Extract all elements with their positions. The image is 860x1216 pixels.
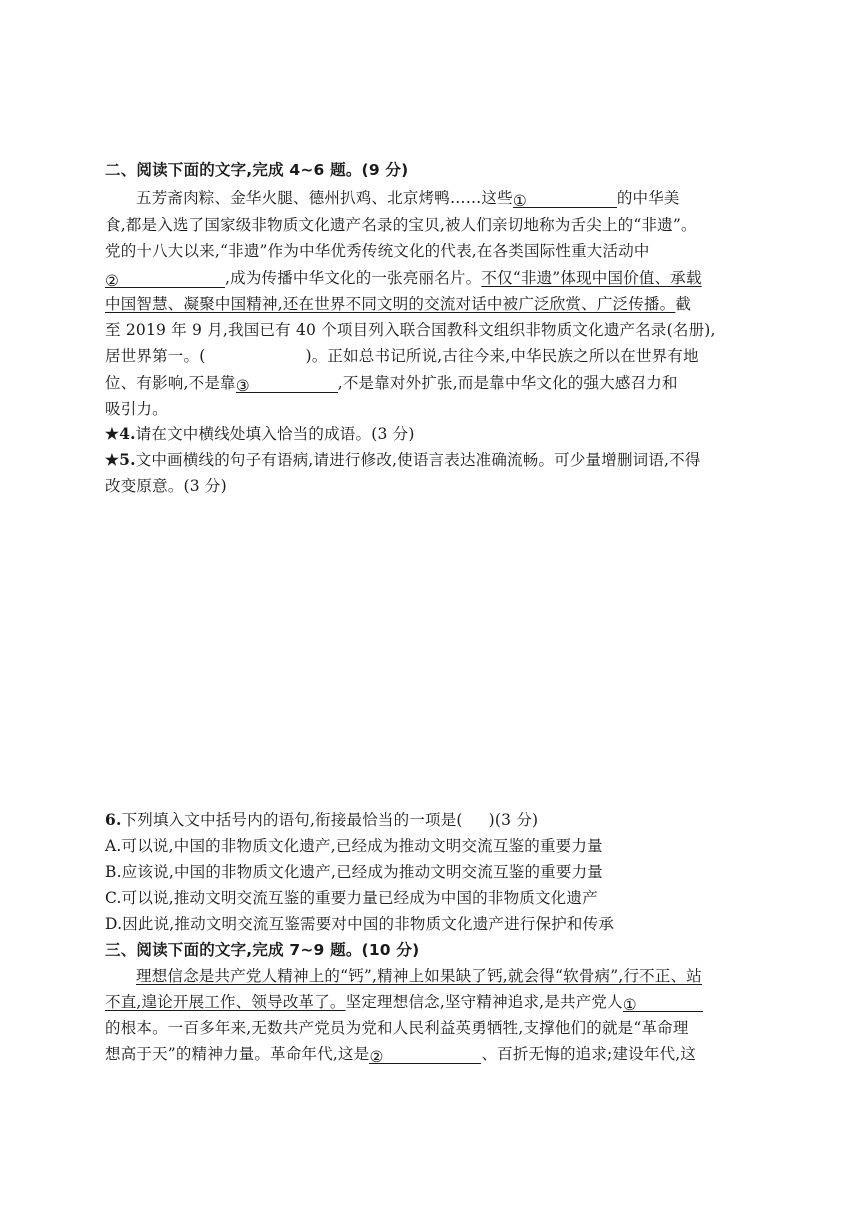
section-3-title: 三、阅读下面的文字,完成 7~9 题。(10 分)	[105, 941, 420, 959]
blank-marker: ①	[622, 996, 637, 1014]
passage-text: 截	[675, 295, 692, 313]
section-2-title: 二、阅读下面的文字,完成 4~6 题。(9 分)	[105, 161, 409, 179]
passage-line	[105, 268, 765, 288]
passage-line	[105, 373, 765, 393]
passage-line: 党的十八大以来,“非遗”作为中华优秀传统文化的代表,在各类国际性重大活动中	[105, 242, 650, 260]
fill-blank-1[interactable]	[623, 995, 703, 1012]
question-text: )(3 分)	[488, 811, 539, 829]
question-5	[105, 450, 765, 470]
passage-line: 食,都是入选了国家级非物质文化遗产名录的宝贝,被人们亲切地称为舌尖上的“非遗”。	[105, 216, 697, 234]
question-text: 下列填入文中括号内的语句,衔接最恰当的一项是(	[121, 811, 463, 829]
passage-line: 至 2019 年 9 月,我国已有 40 个项目列入联合国教科文组织非物质文化遗产名录(名册),	[105, 321, 716, 339]
fill-blank-2[interactable]	[105, 271, 225, 288]
blank-marker: ②	[105, 272, 120, 290]
passage-text: 想高于天”的精神力量。革命年代,这是	[105, 1045, 370, 1063]
passage-line	[105, 294, 765, 314]
passage-text: )。正如总书记所说,古往今来,中华民族之所以在世界有地	[305, 347, 699, 365]
question-6	[105, 810, 765, 830]
question-number: 5.	[119, 450, 136, 469]
underlined-sentence: 理想信念是共产党人精神上的“钙”,精神上如果缺了钙,就会得“软骨病”,行不正、站	[136, 967, 702, 985]
fill-blank-1[interactable]	[513, 191, 617, 208]
passage-line	[105, 992, 765, 1012]
blank-marker: ①	[512, 192, 527, 210]
underlined-sentence: 不直,遑论开展工作、领导改革了。	[105, 993, 346, 1011]
blank-marker: ③	[235, 377, 250, 395]
passage-text: ,不是靠对外扩张,而是靠中华文化的强大感召力和	[337, 374, 678, 392]
passage-line	[105, 966, 796, 986]
passage-text: 居世界第一。(	[105, 347, 206, 365]
passage-line	[105, 1044, 765, 1064]
passage-text: 坚定理想信念,坚守精神追求,是共产党人	[345, 993, 623, 1011]
question-number: 6.	[105, 810, 122, 829]
passage-line: 的根本。一百多年来,无数共产党员为党和人民利益英勇牺牲,支撑他们的就是“革命理	[105, 1019, 689, 1037]
blank-marker: ②	[369, 1048, 384, 1066]
underlined-sentence: 不仅“非遗”体现中国价值、承载	[481, 269, 702, 287]
passage-text: ,成为传播中华文化的一张亮丽名片。	[225, 269, 482, 287]
passage-text: 五芳斋肉粽、金华火腿、德州扒鸡、北京烤鸭……这些	[136, 189, 513, 207]
underlined-sentence: 中国智慧、凝聚中国精神,还在世界不同文明的交流对话中被广泛欣赏、广泛传播。	[105, 295, 676, 313]
passage-text: 位、有影响,不是靠	[105, 374, 236, 392]
question-text: 请在文中横线处填入恰当的成语。(3 分)	[135, 425, 415, 443]
option-b[interactable]: B.应该说,中国的非物质文化遗产,已经成为推动文明交流互鉴的重要力量	[105, 863, 603, 881]
question-text: 改变原意。(3 分)	[105, 477, 227, 495]
option-d[interactable]: D.因此说,推动文明交流互鉴需要对中国的非物质文化遗产进行保护和传承	[105, 915, 615, 933]
passage-text: 的中华美	[616, 189, 680, 207]
question-4	[105, 424, 765, 444]
passage-line: 吸引力。	[105, 400, 168, 418]
star-icon: ★	[105, 424, 120, 443]
passage-line	[105, 188, 796, 208]
star-icon: ★	[105, 450, 120, 469]
question-number: 4.	[119, 424, 136, 443]
passage-text: 、百折无悔的追求;建设年代,这	[481, 1045, 697, 1063]
answer-area[interactable]	[105, 505, 765, 800]
fill-blank-3[interactable]	[236, 376, 338, 393]
option-c[interactable]: C.可以说,推动文明交流互鉴的重要力量已经成为中国的非物质文化遗产	[105, 889, 598, 907]
question-text: 文中画横线的句子有语病,请进行修改,使语言表达准确流畅。可少量增删词语,不得	[135, 451, 701, 469]
option-a[interactable]: A.可以说,中国的非物质文化遗产,已经成为推动文明交流互鉴的重要力量	[105, 837, 603, 855]
passage-line	[105, 346, 765, 366]
fill-blank-2[interactable]	[369, 1047, 481, 1064]
